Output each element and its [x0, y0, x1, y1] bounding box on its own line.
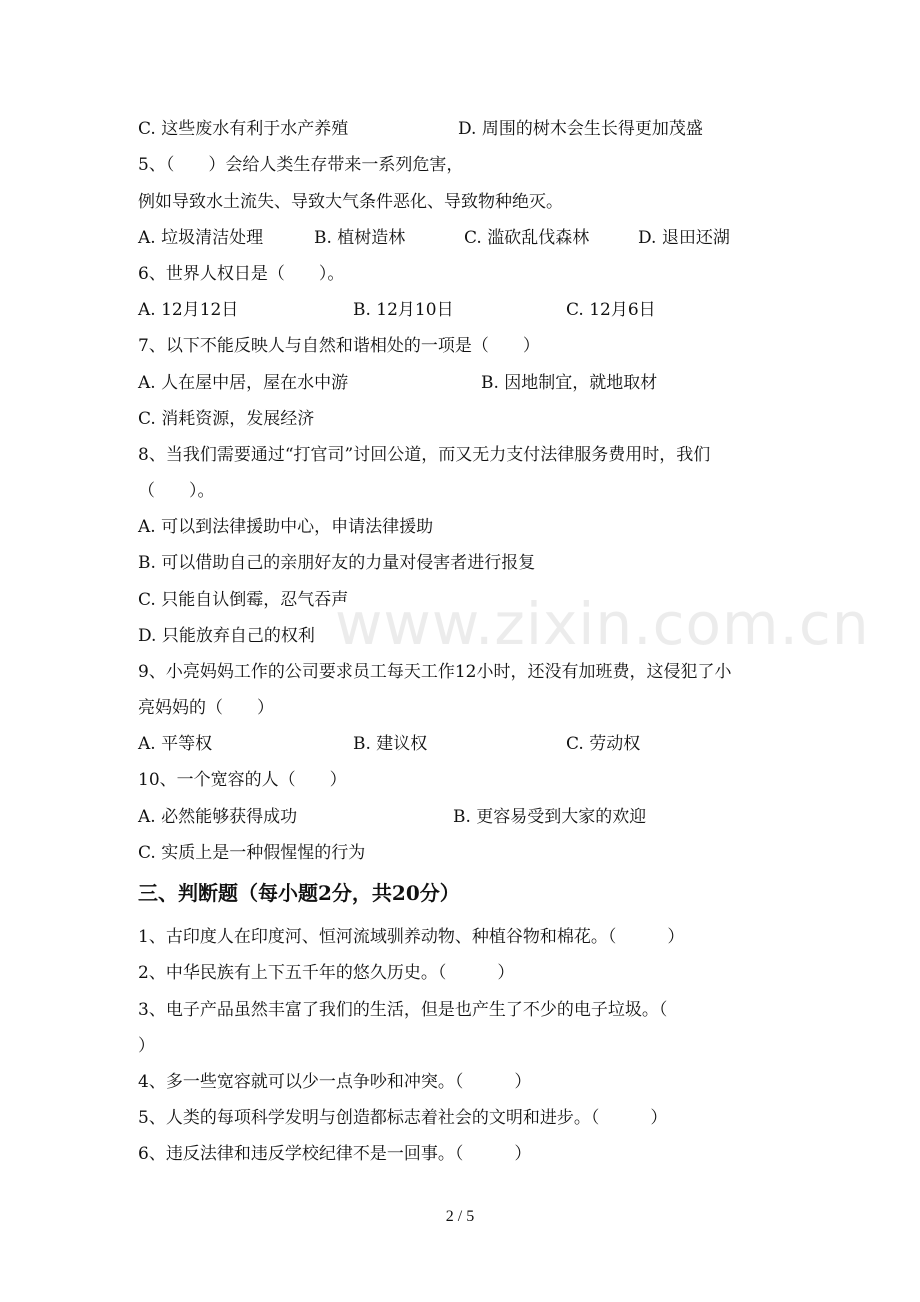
- q8-option-a: A. 可以到法律援助中心，申请法律援助: [138, 517, 434, 537]
- judgement-item-1: 1、古印度人在印度河、恒河流域驯养动物、种植谷物和棉花。（ ）: [138, 927, 685, 947]
- judgement-item-4: 4、多一些宽容就可以少一点争吵和冲突。（ ）: [138, 1072, 532, 1092]
- judgement-item-5: 5、人类的每项科学发明与创造都标志着社会的文明和进步。（ ）: [138, 1108, 668, 1128]
- q9-stem-line1: 9、小亮妈妈工作的公司要求员工每天工作12小时，还没有加班费，这侵犯了小: [138, 662, 732, 682]
- q6-option-c: C. 12月6日: [566, 300, 656, 320]
- q5-option-b: B. 植树造林: [314, 228, 406, 248]
- q5-option-c: C. 滥砍乱伐森林: [464, 228, 590, 248]
- section-title-judgement: 三、判断题（每小题2分，共20分）: [138, 881, 460, 905]
- q8-option-b: B. 可以借助自己的亲朋好友的力量对侵害者进行报复: [138, 553, 536, 573]
- judgement-item-3: 3、电子产品虽然丰富了我们的生活，但是也产生了不少的电子垃圾。（: [138, 1000, 668, 1020]
- q10-option-c: C. 实质上是一种假惺惺的行为: [138, 843, 366, 863]
- q9-stem-line2: 亮妈妈的（ ）: [138, 698, 274, 718]
- q6-stem: 6、世界人权日是（ ）。: [138, 264, 345, 284]
- q5-stem-line1: 5、（ ）会给人类生存带来一系列危害，: [138, 155, 464, 175]
- q8-option-c: C. 只能自认倒霉，忍气吞声: [138, 590, 349, 610]
- q8-stem-line2: （ ）。: [138, 481, 215, 501]
- q5-option-d: D. 退田还湖: [638, 228, 730, 248]
- q7-option-a: A. 人在屋中居，屋在水中游: [138, 373, 349, 393]
- q6-option-a: A. 12月12日: [138, 300, 239, 320]
- q5-stem-line2: 例如导致水土流失、导致大气条件恶化、导致物种绝灭。: [138, 192, 563, 212]
- q5-option-a: A. 垃圾清洁处理: [138, 228, 264, 248]
- q8-option-d: D. 只能放弃自己的权利: [138, 626, 315, 646]
- q9-option-a: A. 平等权: [138, 734, 213, 754]
- q10-option-b: B. 更容易受到大家的欢迎: [453, 807, 647, 827]
- page-number: 2 / 5: [445, 1208, 475, 1225]
- q9-option-b: B. 建议权: [353, 734, 428, 754]
- q9-option-c: C. 劳动权: [566, 734, 641, 754]
- q8-stem-line1: 8、当我们需要通过“打官司”讨回公道，而又无力支付法律服务费用时，我们: [138, 445, 711, 465]
- q4-option-c: C. 这些废水有利于水产养殖: [138, 119, 349, 139]
- q10-option-a: A. 必然能够获得成功: [138, 807, 298, 827]
- q10-stem: 10、一个宽容的人（ ）: [138, 770, 347, 790]
- q7-option-b: B. 因地制宜，就地取材: [481, 373, 658, 393]
- judgement-item-6: 6、违反法律和违反学校纪律不是一回事。（ ）: [138, 1144, 532, 1164]
- q7-option-c: C. 消耗资源，发展经济: [138, 409, 315, 429]
- q7-stem: 7、以下不能反映人与自然和谐相处的一项是（ ）: [138, 336, 540, 356]
- judgement-item-3-continued: ）: [138, 1036, 155, 1056]
- watermark: www.zixin.com.cn: [335, 590, 870, 658]
- q4-option-d: D. 周围的树木会生长得更加茂盛: [458, 119, 703, 139]
- judgement-item-2: 2、中华民族有上下五千年的悠久历史。（ ）: [138, 963, 515, 983]
- q6-option-b: B. 12月10日: [353, 300, 454, 320]
